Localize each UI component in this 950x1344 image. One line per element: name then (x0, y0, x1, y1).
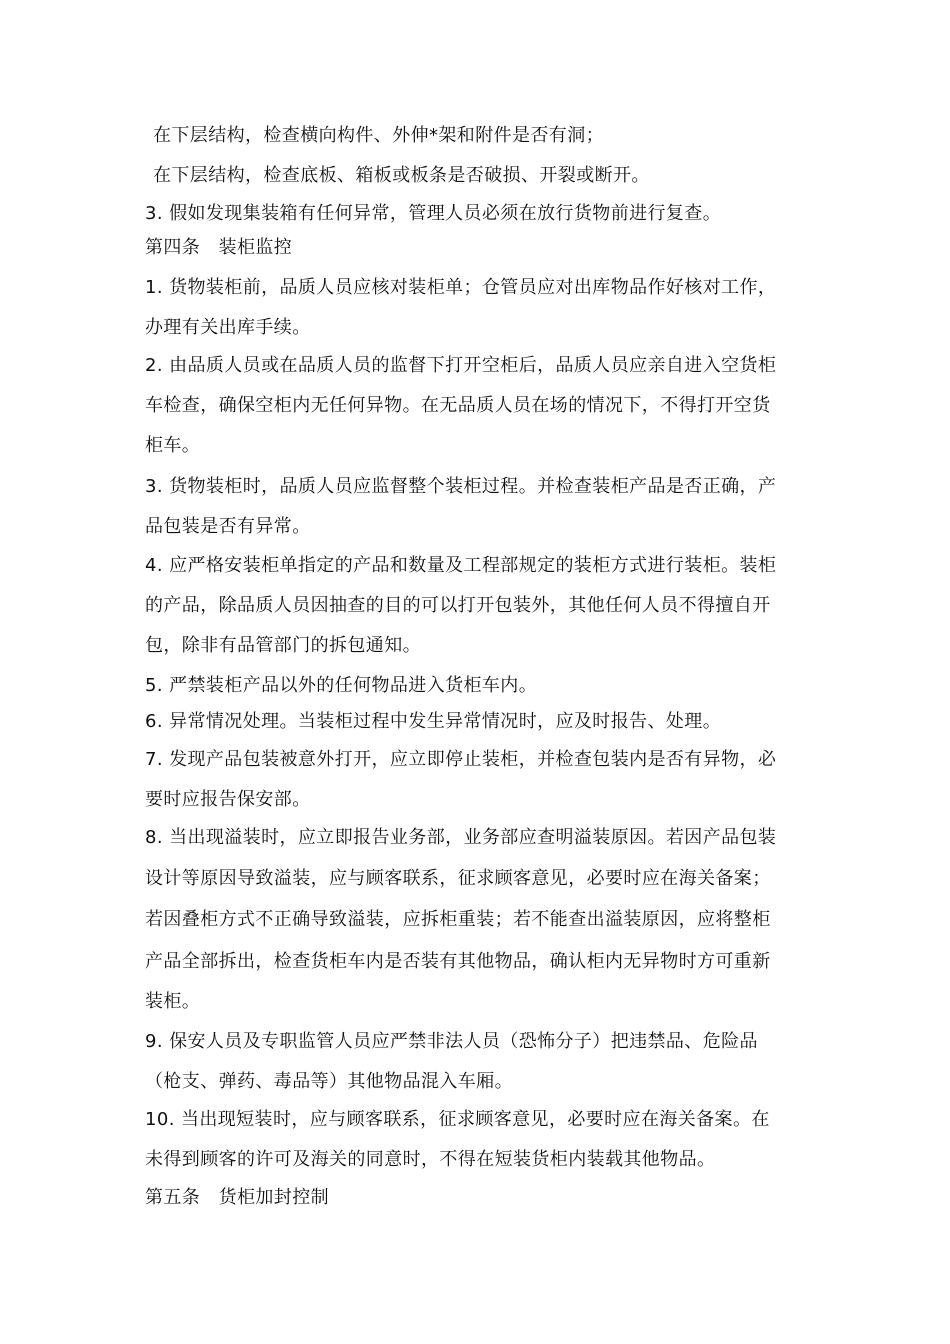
list-item: 10. 当出现短装时，应与顾客联系，征求顾客意见，必要时应在海关备案。在 (145, 1109, 770, 1130)
list-item: 3. 货物装柜时，品质人员应监督整个装柜过程。并检查装柜产品是否正确，产 (145, 476, 777, 497)
text-line: 设计等原因导致溢装，应与顾客联系，征求顾客意见，必要时应在海关备案； (145, 868, 771, 889)
text-line: 的产品，除品质人员因抽查的目的可以打开包装外，其他任何人员不得擅自开 (145, 595, 771, 616)
section-heading: 第四条 装柜监控 (145, 237, 293, 258)
list-item: 6. 异常情况处理。当装柜过程中发生异常情况时，应及时报告、处理。 (145, 711, 722, 732)
list-item: 9. 保安人员及专职监管人员应严禁非法人员（恐怖分子）把违禁品、危险品 (145, 1031, 758, 1052)
list-item: 5. 严禁装柜产品以外的任何物品进入货柜车内。 (145, 675, 538, 696)
text-line: 包，除非有品管部门的拆包通知。 (145, 635, 421, 656)
list-item: 1. 货物装柜前，品质人员应核对装柜单；仓管员应对出库物品作好核对工作， (145, 277, 777, 298)
list-item: 4. 应严格安装柜单指定的产品和数量及工程部规定的装柜方式进行装柜。装柜 (145, 555, 777, 576)
list-item: 7. 发现产品包装被意外打开，应立即停止装柜，并检查包装内是否有异物，必 (145, 749, 777, 770)
list-item: 8. 当出现溢装时，应立即报告业务部，业务部应查明溢装原因。若因产品包装 (145, 827, 777, 848)
text-line: 车检查，确保空柜内无任何异物。在无品质人员在场的情况下，不得打开空货 (145, 395, 771, 416)
text-line: 柜车。 (145, 435, 201, 456)
text-line: 品包装是否有异常。 (145, 516, 311, 537)
text-line: 在下层结构，检查底板、箱板或板条是否破损、开裂或断开。 (153, 165, 650, 186)
text-line: 在下层结构，检查横向构件、外伸*架和附件是否有洞； (153, 125, 604, 146)
list-item: 3. 假如发现集装箱有任何异常，管理人员必须在放行货物前进行复查。 (145, 203, 722, 224)
text-line: 产品全部拆出，检查货柜车内是否装有其他物品，确认柜内无异物时方可重新 (145, 951, 771, 972)
text-line: 办理有关出库手续。 (145, 317, 311, 338)
section-heading: 第五条 货柜加封控制 (145, 1187, 329, 1208)
text-line: （枪支、弹药、毒品等）其他物品混入车厢。 (145, 1071, 513, 1092)
text-line: 未得到顾客的许可及海关的同意时，不得在短装货柜内装载其他物品。 (145, 1149, 716, 1170)
text-line: 要时应报告保安部。 (145, 789, 311, 810)
text-line: 若因叠柜方式不正确导致溢装，应拆柜重装；若不能查出溢装原因，应将整柜 (145, 909, 771, 930)
text-line: 装柜。 (145, 991, 201, 1012)
list-item: 2. 由品质人员或在品质人员的监督下打开空柜后，品质人员应亲自进入空货柜 (145, 355, 777, 376)
